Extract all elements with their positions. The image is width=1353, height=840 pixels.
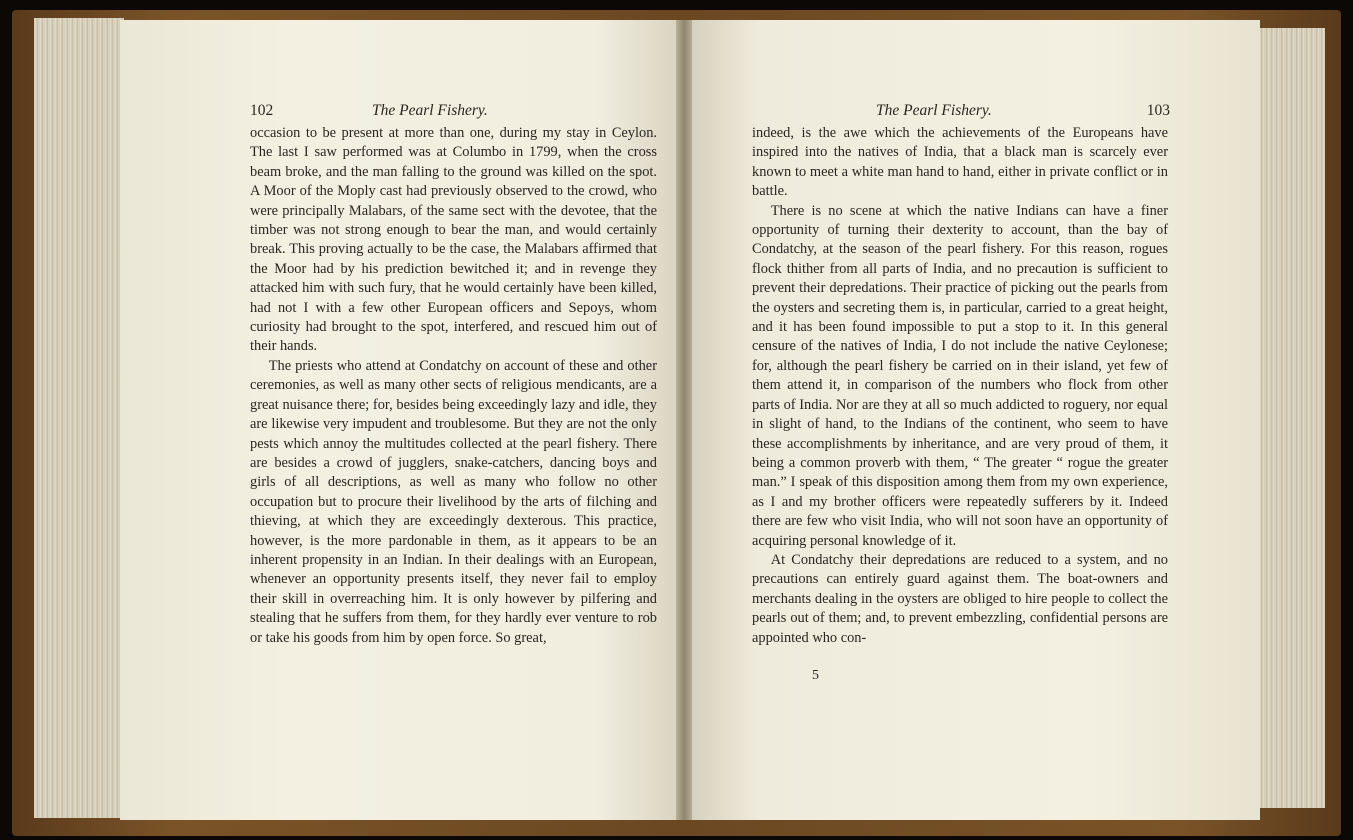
book-gutter [676, 20, 692, 820]
right-running-title: The Pearl Fishery. [876, 102, 992, 119]
signature-mark: 5 [812, 668, 819, 683]
left-paragraph-2: The priests who attend at Condatchy on account of these and other ceremonies, as well as many other sects of religious mendicants, are a great nuisance there; for, besides being exceedingly lazy and idle, they are likewise very impudent and troublesome. But they are not the only pests which annoy the multitudes collected at the pearl fishery. There are besides a crowd of jugglers, snake-catchers, dancing boys and girls of all descriptions, as well as many who follow no other occupation but to procure their livelihood by the arts of filching and thieving, at which they are exceedingly dexterous. This practice, however, is the more pardonable in them, as it appears to be an inherent propensity in an Indian. In their dealings with an European, whenever an opportunity presents itself, they never fail to employ their skill in overreaching him. It is only however by pilfering and stealing that he suffers from them, for they hardly ever venture to rob or take his goods from him by open force. So great, [250, 357, 657, 646]
right-paragraph-1: indeed, is the awe which the achievements of the Europeans have inspired into the natives of India, that a black man is scarcely ever known to meet a white man hand to hand, either in private conflict or in battle. [752, 125, 1168, 200]
right-paragraph-3: At Condatchy their depredations are reduced to a system, and no precautions can entirely guard against them. The boat-owners and merchants dealing in the oysters are obliged to hire people to collect the pearls out of them; and, to prevent embezzling, confidential persons are appointed who con- [752, 551, 1168, 646]
right-page-text [752, 124, 1168, 648]
right-page-header [752, 102, 1170, 122]
left-page-number: 102 [250, 102, 274, 119]
right-page-number: 103 [1146, 102, 1170, 119]
right-paragraph-2: There is no scene at which the native Indians can have a finer opportunity of turning their dexterity to account, than the bay of Condatchy, at the season of the pearl fishery. For this reason, rogues flock thither from all parts of India, and no precaution is sufficient to prevent their depredations. Their practice of picking out the pearls from the oysters and secreting them is, in particular, carried to a great height, and it has been found impossible to put a stop to it. In this general censure of the natives of India, I do not include the native Ceylonese; for, although the pearl fishery be carried on in their island, yet few of them attend it, in comparison of the numbers who flock from other parts of India. Nor are they at all so much addicted to roguery, nor equal in slight of hand, to the Indians of the continent, who seem to have these accomplishments by inheritance, and are very proud of them, it being a common proverb with them, “ The greater “ rogue the greater man.” I speak of this disposition among them from my own experience, as I and my brother officers were repeatedly sufferers by it. Indeed there are few who visit India, who will not soon have an opportunity of acquiring personal knowledge of it. [752, 202, 1168, 549]
left-page-text [250, 124, 657, 648]
left-running-title: The Pearl Fishery. [372, 102, 488, 119]
left-page-header [250, 102, 660, 122]
page-edges-left [34, 18, 124, 818]
left-paragraph-1: occasion to be present at more than one, during my stay in Ceylon. The last I saw performed was at Columbo in 1799, when the cross beam broke, and the man falling to the ground was killed on the spot. A Moor of the Moply cast had previously observed to the crowd, who were principally Malabars, of the same sect with the devotee, that the timber was not strong enough to bear the man, and would certainly break. This proving actually to be the case, the Malabars affirmed that the Moor had by his prediction bewitched it; and in revenge they attacked him with such fury, that he would certainly have been killed, had not I with a few other European officers and Sepoys, whom curiosity had brought to the spot, interfered, and rescued him out of their hands. [250, 125, 657, 355]
